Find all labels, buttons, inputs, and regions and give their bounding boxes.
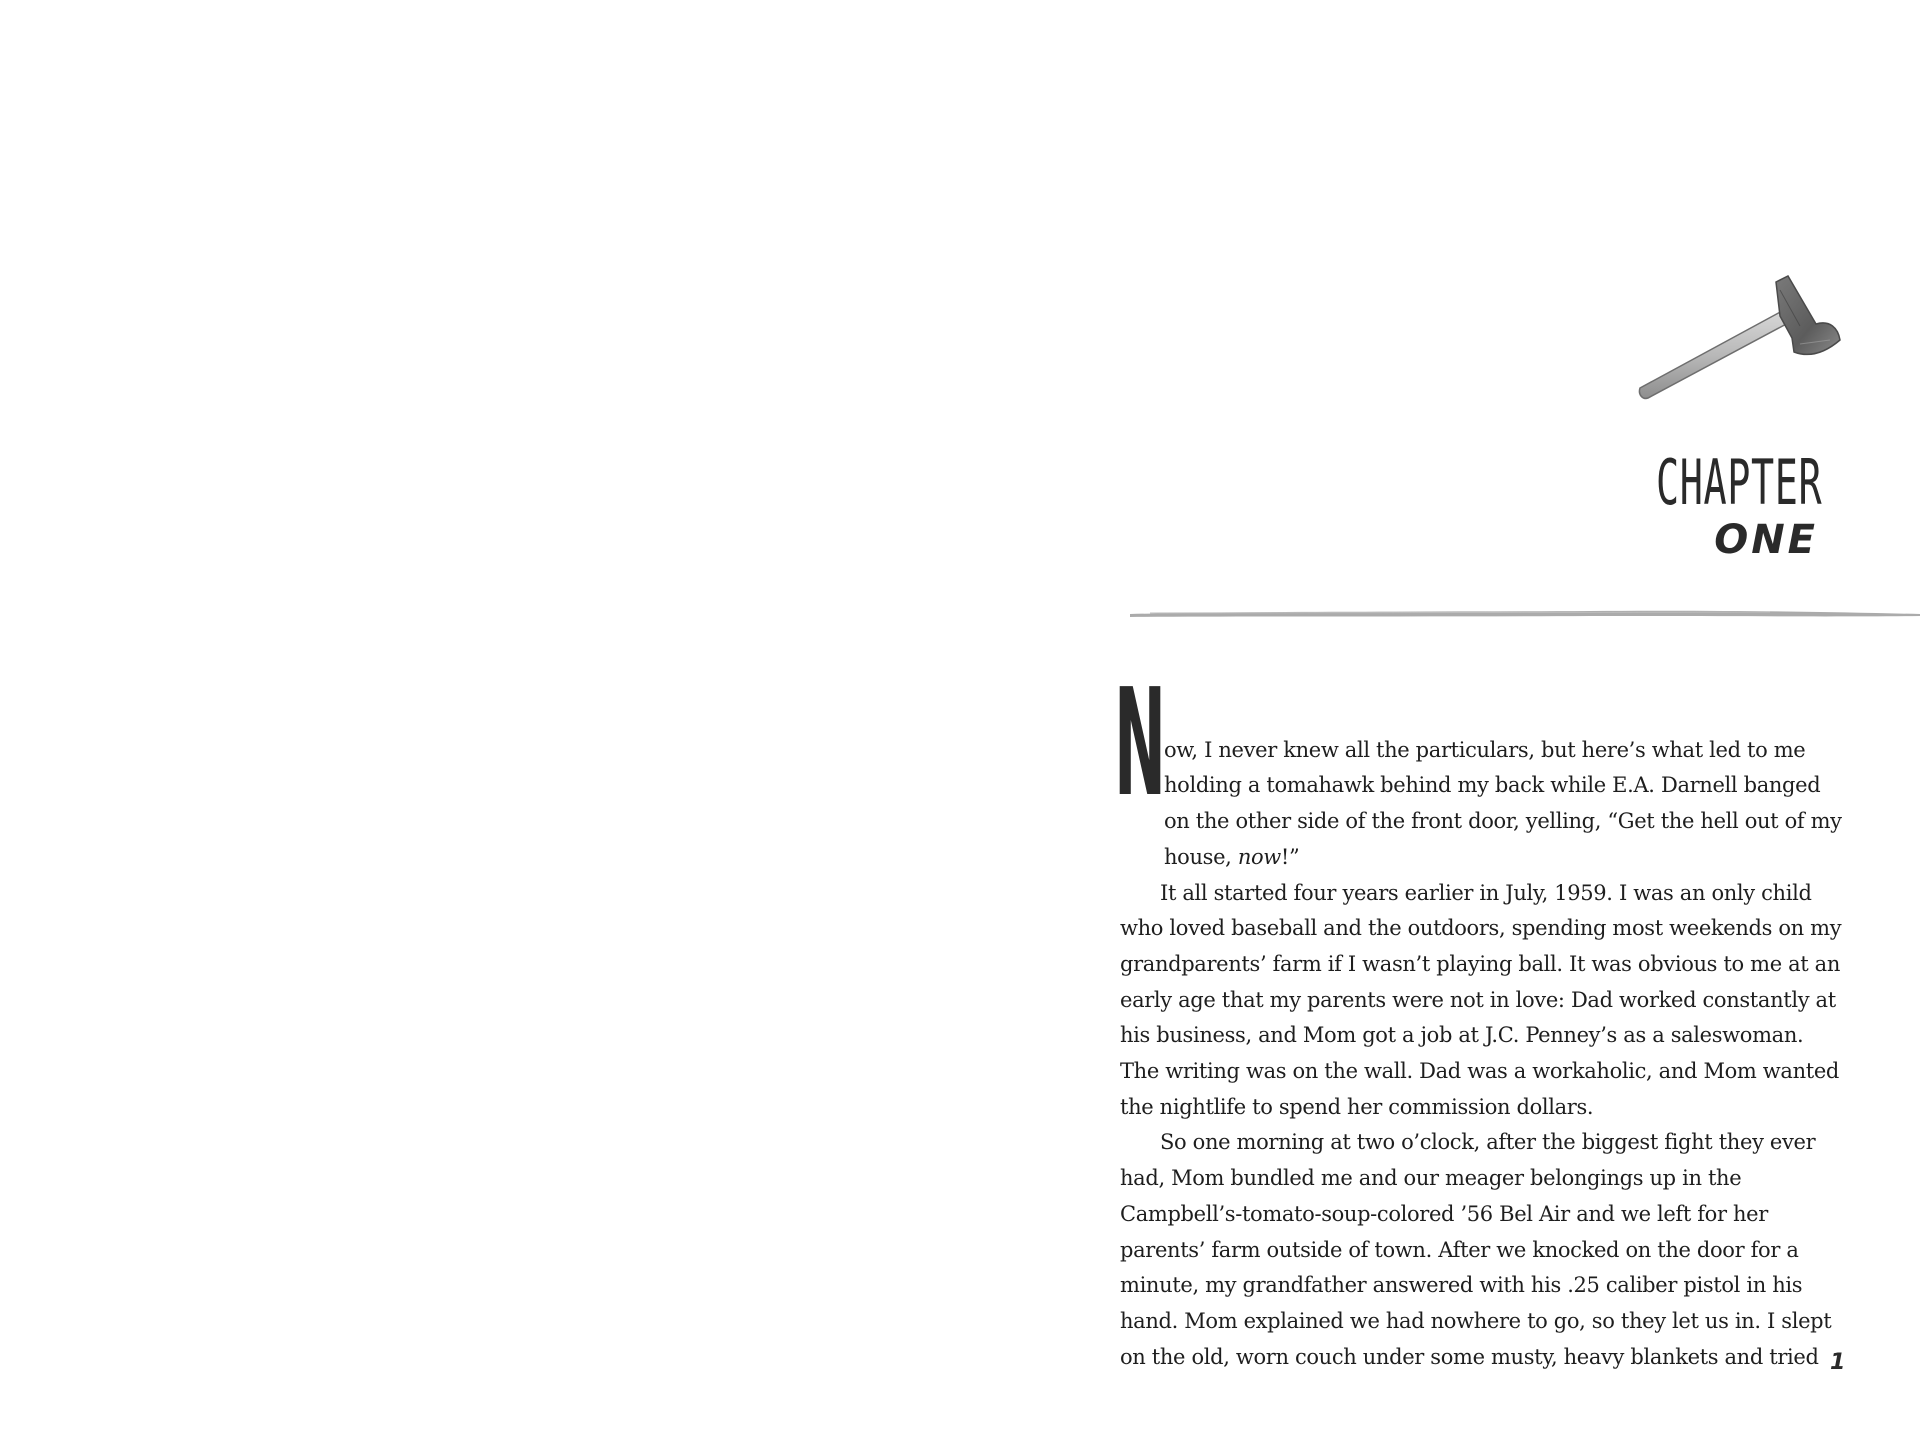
opening-text: ow, I never knew all the particulars, but here’s what led to me holding a tomahawk behind my back while E.A. Darnell banged on the other side of the front door, yelling, “Get the hell out of my house, <box>1164 737 1842 869</box>
opening-end: !” <box>1280 844 1300 869</box>
drop-cap: N <box>1114 657 1166 829</box>
chapter-body <box>1114 657 1842 1375</box>
chapter-number: ONE <box>1714 517 1818 563</box>
opening-emphasis: now <box>1237 844 1281 869</box>
chapter-label: CHAPTER <box>1655 446 1822 519</box>
paragraph-opening <box>1114 657 1842 876</box>
paragraph-two: It all started four years earlier in July, 1959. I was an only child who loved baseball and the outdoors, spending most weekends on my grandparents’ farm if I wasn’t playing ball. It was obvious to me at an early age that my parents were not in love: Dad worked constantly at his business, and Mom got a job at J.C. Penney’s as a saleswoman. The writing was on the wall. Dad was a workaholic, and Mom wanted the nightlife to spend her commission dollars. <box>1120 880 1842 1119</box>
chapter-divider <box>1130 606 1920 620</box>
paragraph-three: So one morning at two o’clock, after the biggest fight they ever had, Mom bundled me and our meager belongings up in the Campbell’s-tomato-soup-colored ’56 Bel Air and we left for her parents’ farm outside of town. After we knocked on the door for a minute, my grandfather answered with his .25 caliber pistol in his hand. Mom explained we had nowhere to go, so they let us in. I slept on the old, worn couch under some musty, heavy blankets and tried <box>1120 1130 1832 1369</box>
page-number: 1 <box>1830 1350 1846 1375</box>
chapter-heading <box>1554 448 1822 562</box>
tomahawk-icon <box>1630 270 1850 410</box>
